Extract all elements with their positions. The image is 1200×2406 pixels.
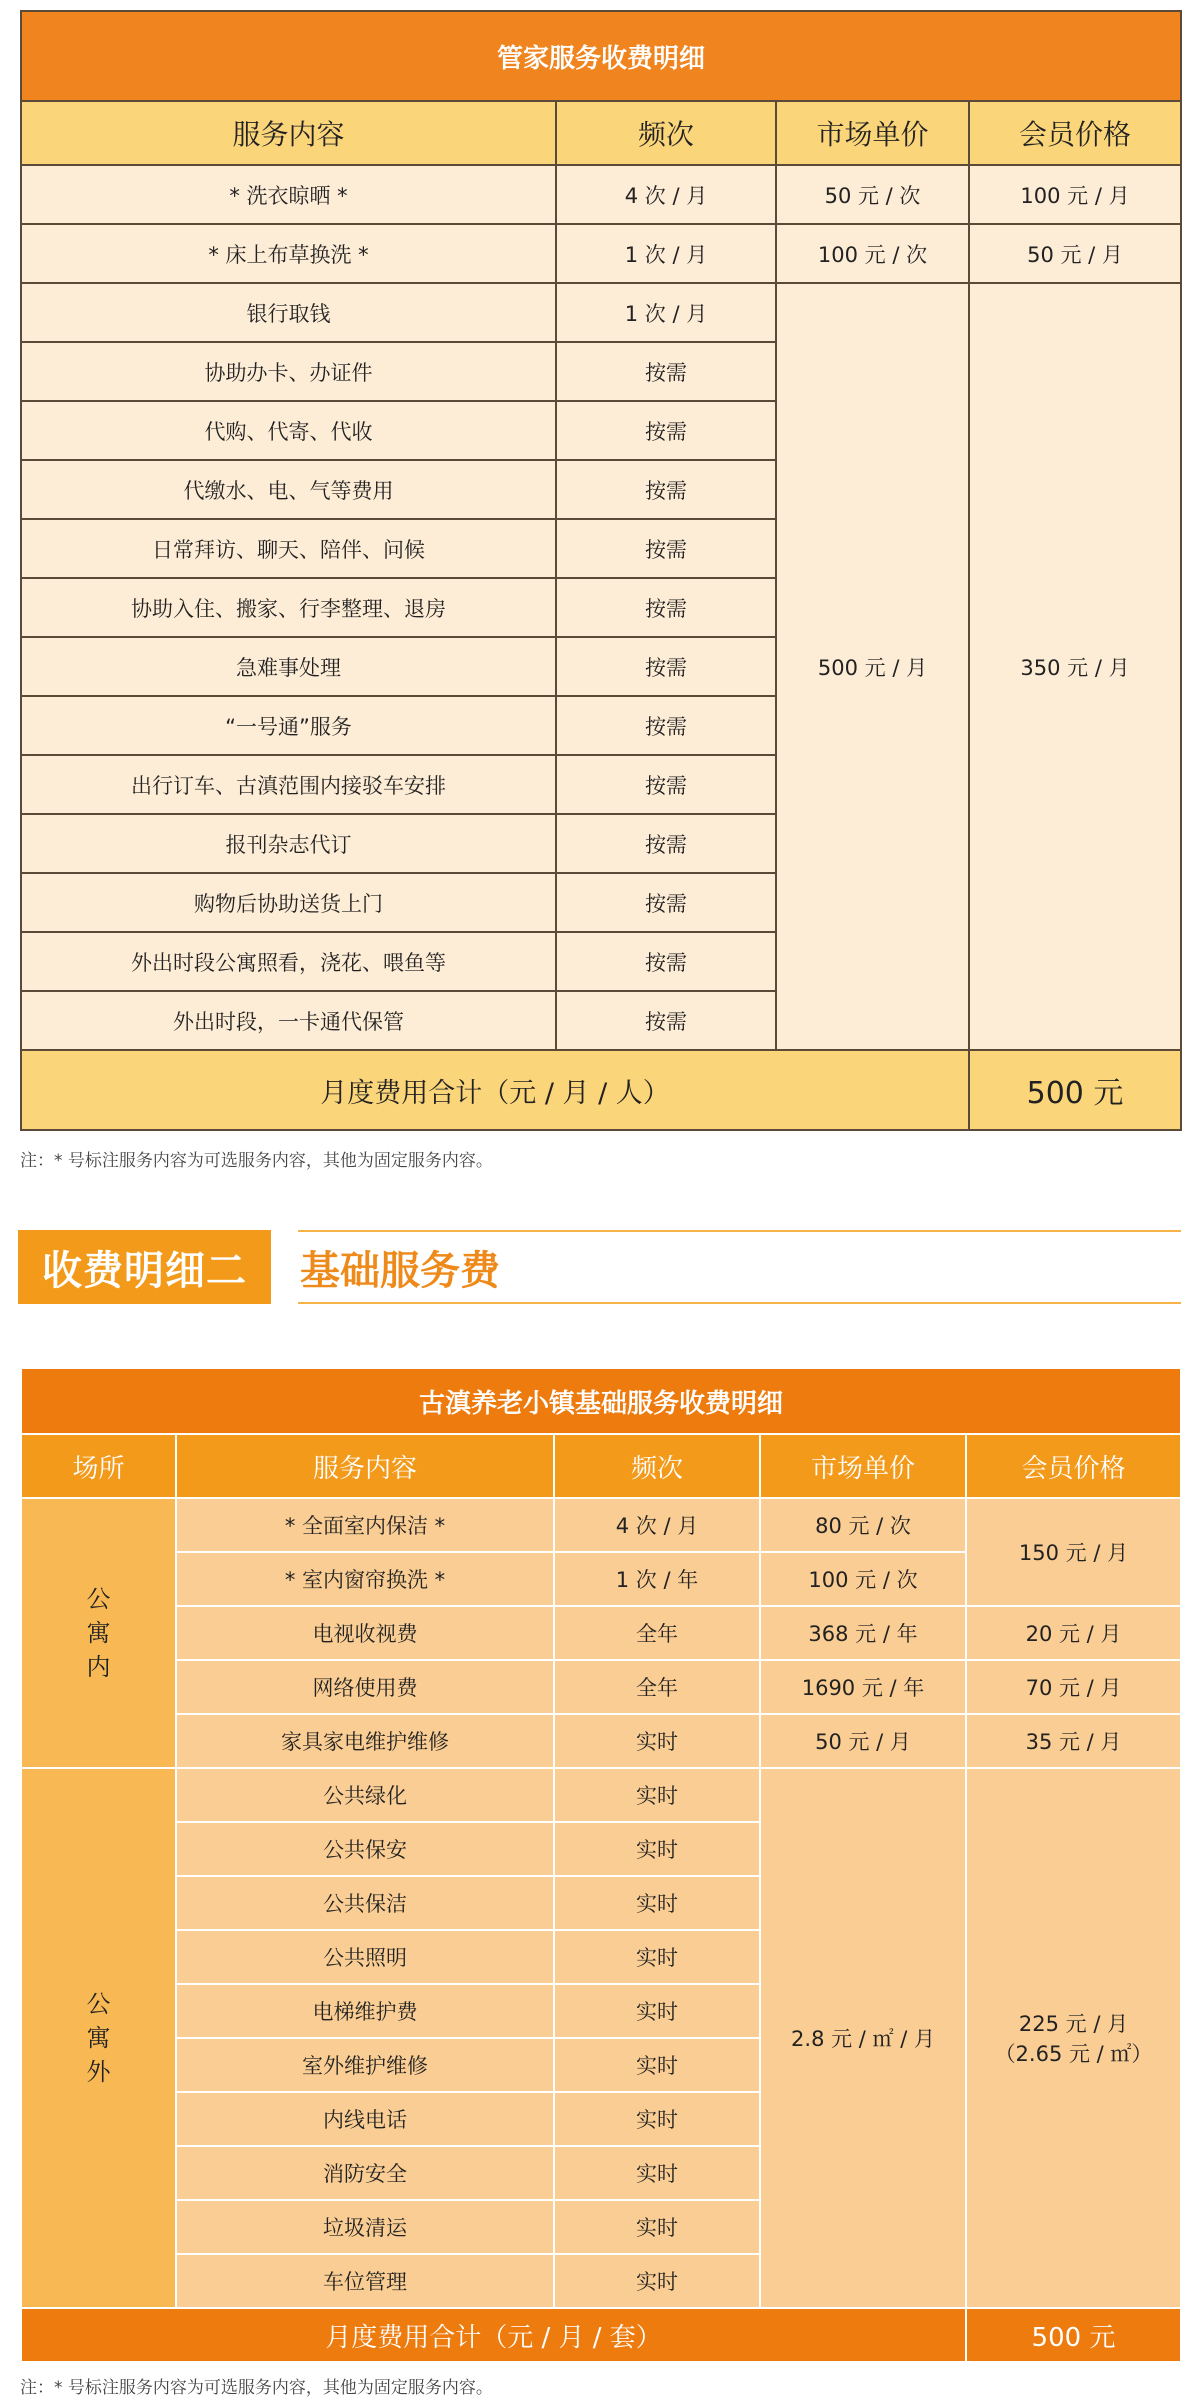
service-cell: 代购、代寄、代收	[21, 401, 556, 460]
frequency-cell: 按需	[556, 578, 776, 637]
service-cell: 代缴水、电、气等费用	[21, 460, 556, 519]
frequency-cell: 按需	[556, 401, 776, 460]
service-cell: 公共照明	[176, 1930, 554, 1984]
place-cell-inside	[21, 1498, 176, 1768]
member-price-line: 225 元 / 月	[1018, 2012, 1129, 2036]
market-price-cell: 50 元 / 次	[776, 165, 969, 224]
service-cell: 银行取钱	[21, 283, 556, 342]
frequency-cell: 1 次 / 年	[554, 1552, 760, 1606]
service-cell: * 床上布草换洗 *	[21, 224, 556, 283]
column-header: 会员价格	[966, 1434, 1181, 1498]
frequency-cell: 实时	[554, 2146, 760, 2200]
place-label: 公 寓 外	[86, 1990, 111, 2086]
table-row	[21, 224, 1181, 283]
frequency-cell: 按需	[556, 342, 776, 401]
service-cell: 室外维护维修	[176, 2038, 554, 2092]
column-header: 频次	[556, 101, 776, 165]
total-value: 500 元	[966, 2308, 1181, 2362]
divider	[298, 1230, 1181, 1232]
frequency-cell: 实时	[554, 1822, 760, 1876]
service-cell: 公共保洁	[176, 1876, 554, 1930]
market-price-cell: 100 元 / 次	[760, 1552, 966, 1606]
member-price-cell: 20 元 / 月	[966, 1606, 1181, 1660]
merged-member-price-cell: 150 元 / 月	[966, 1498, 1181, 1606]
merged-member-price-cell: 350 元 / 月	[969, 283, 1181, 1050]
column-header: 市场单价	[776, 101, 969, 165]
frequency-cell: 实时	[554, 1930, 760, 1984]
service-cell: 公共绿化	[176, 1768, 554, 1822]
merged-member-price-cell	[966, 1768, 1181, 2308]
column-header: 服务内容	[176, 1434, 554, 1498]
frequency-cell: 实时	[554, 2038, 760, 2092]
frequency-cell: 按需	[556, 991, 776, 1050]
service-cell: * 室内窗帘换洗 *	[176, 1552, 554, 1606]
frequency-cell: 按需	[556, 519, 776, 578]
total-label: 月度费用合计（元 / 月 / 套）	[21, 2308, 966, 2362]
service-cell: 报刊杂志代订	[21, 814, 556, 873]
frequency-cell: 按需	[556, 873, 776, 932]
table-row	[21, 1606, 1181, 1660]
member-price-cell: 50 元 / 月	[969, 224, 1181, 283]
merged-market-price-cell: 500 元 / 月	[776, 283, 969, 1050]
market-price-cell: 50 元 / 月	[760, 1714, 966, 1768]
frequency-cell: 按需	[556, 696, 776, 755]
section-tag: 收费明细二	[18, 1230, 271, 1304]
total-row	[21, 1050, 1181, 1130]
frequency-cell: 4 次 / 月	[554, 1498, 760, 1552]
butler-service-fee-table	[20, 10, 1182, 1131]
service-cell: 车位管理	[176, 2254, 554, 2308]
table-row	[21, 283, 1181, 342]
service-cell: 日常拜访、聊天、陪伴、问候	[21, 519, 556, 578]
service-cell: 垃圾清运	[176, 2200, 554, 2254]
member-price-line: （2.65 元 / ㎡）	[994, 2042, 1153, 2066]
frequency-cell: 实时	[554, 1714, 760, 1768]
service-cell: 网络使用费	[176, 1660, 554, 1714]
footnote: 注：* 号标注服务内容为可选服务内容，其他为固定服务内容。	[20, 1151, 493, 1171]
service-cell: 协助办卡、办证件	[21, 342, 556, 401]
total-value: 500 元	[969, 1050, 1181, 1130]
table-row	[21, 1714, 1181, 1768]
frequency-cell: 按需	[556, 755, 776, 814]
service-cell: 急难事处理	[21, 637, 556, 696]
service-cell: 内线电话	[176, 2092, 554, 2146]
column-header: 服务内容	[21, 101, 556, 165]
frequency-cell: 全年	[554, 1660, 760, 1714]
frequency-cell: 全年	[554, 1606, 760, 1660]
market-price-cell: 80 元 / 次	[760, 1498, 966, 1552]
table-row	[21, 1498, 1181, 1552]
service-cell: 出行订车、古滇范围内接驳车安排	[21, 755, 556, 814]
total-label: 月度费用合计（元 / 月 / 人）	[21, 1050, 969, 1130]
frequency-cell: 实时	[554, 2092, 760, 2146]
frequency-cell: 4 次 / 月	[556, 165, 776, 224]
service-cell: 家具家电维护维修	[176, 1714, 554, 1768]
frequency-cell: 按需	[556, 460, 776, 519]
service-cell: 消防安全	[176, 2146, 554, 2200]
frequency-cell: 实时	[554, 1876, 760, 1930]
place-label: 公 寓 内	[86, 1585, 111, 1681]
service-cell: * 洗衣晾晒 *	[21, 165, 556, 224]
footnote: 注：* 号标注服务内容为可选服务内容，其他为固定服务内容。	[20, 2378, 493, 2398]
basic-service-fee-table	[20, 1367, 1182, 2363]
merged-market-price-cell: 2.8 元 / ㎡ / 月	[760, 1768, 966, 2308]
place-cell-outside	[21, 1768, 176, 2308]
frequency-cell: 实时	[554, 1768, 760, 1822]
service-cell: “一号通”服务	[21, 696, 556, 755]
table-title: 管家服务收费明细	[21, 11, 1181, 101]
column-header: 市场单价	[760, 1434, 966, 1498]
member-price-cell: 100 元 / 月	[969, 165, 1181, 224]
table-title: 古滇养老小镇基础服务收费明细	[21, 1368, 1181, 1434]
frequency-cell: 实时	[554, 1984, 760, 2038]
frequency-cell: 实时	[554, 2200, 760, 2254]
market-price-cell: 1690 元 / 年	[760, 1660, 966, 1714]
divider	[298, 1302, 1181, 1304]
service-cell: 外出时段，一卡通代保管	[21, 991, 556, 1050]
market-price-cell: 368 元 / 年	[760, 1606, 966, 1660]
service-cell: 电梯维护费	[176, 1984, 554, 2038]
service-cell: 公共保安	[176, 1822, 554, 1876]
section-title: 基础服务费	[300, 1247, 500, 1294]
service-cell: * 全面室内保洁 *	[176, 1498, 554, 1552]
table-row	[21, 1768, 1181, 1822]
column-header: 场所	[21, 1434, 176, 1498]
frequency-cell: 按需	[556, 637, 776, 696]
frequency-cell: 按需	[556, 814, 776, 873]
member-price-cell: 70 元 / 月	[966, 1660, 1181, 1714]
service-cell: 外出时段公寓照看，浇花、喂鱼等	[21, 932, 556, 991]
frequency-cell: 实时	[554, 2254, 760, 2308]
table-row	[21, 165, 1181, 224]
column-header: 频次	[554, 1434, 760, 1498]
market-price-cell: 100 元 / 次	[776, 224, 969, 283]
frequency-cell: 按需	[556, 932, 776, 991]
total-row	[21, 2308, 1181, 2362]
column-header: 会员价格	[969, 101, 1181, 165]
member-price-cell: 35 元 / 月	[966, 1714, 1181, 1768]
frequency-cell: 1 次 / 月	[556, 224, 776, 283]
service-cell: 购物后协助送货上门	[21, 873, 556, 932]
service-cell: 电视收视费	[176, 1606, 554, 1660]
service-cell: 协助入住、搬家、行李整理、退房	[21, 578, 556, 637]
frequency-cell: 1 次 / 月	[556, 283, 776, 342]
table-row	[21, 1660, 1181, 1714]
